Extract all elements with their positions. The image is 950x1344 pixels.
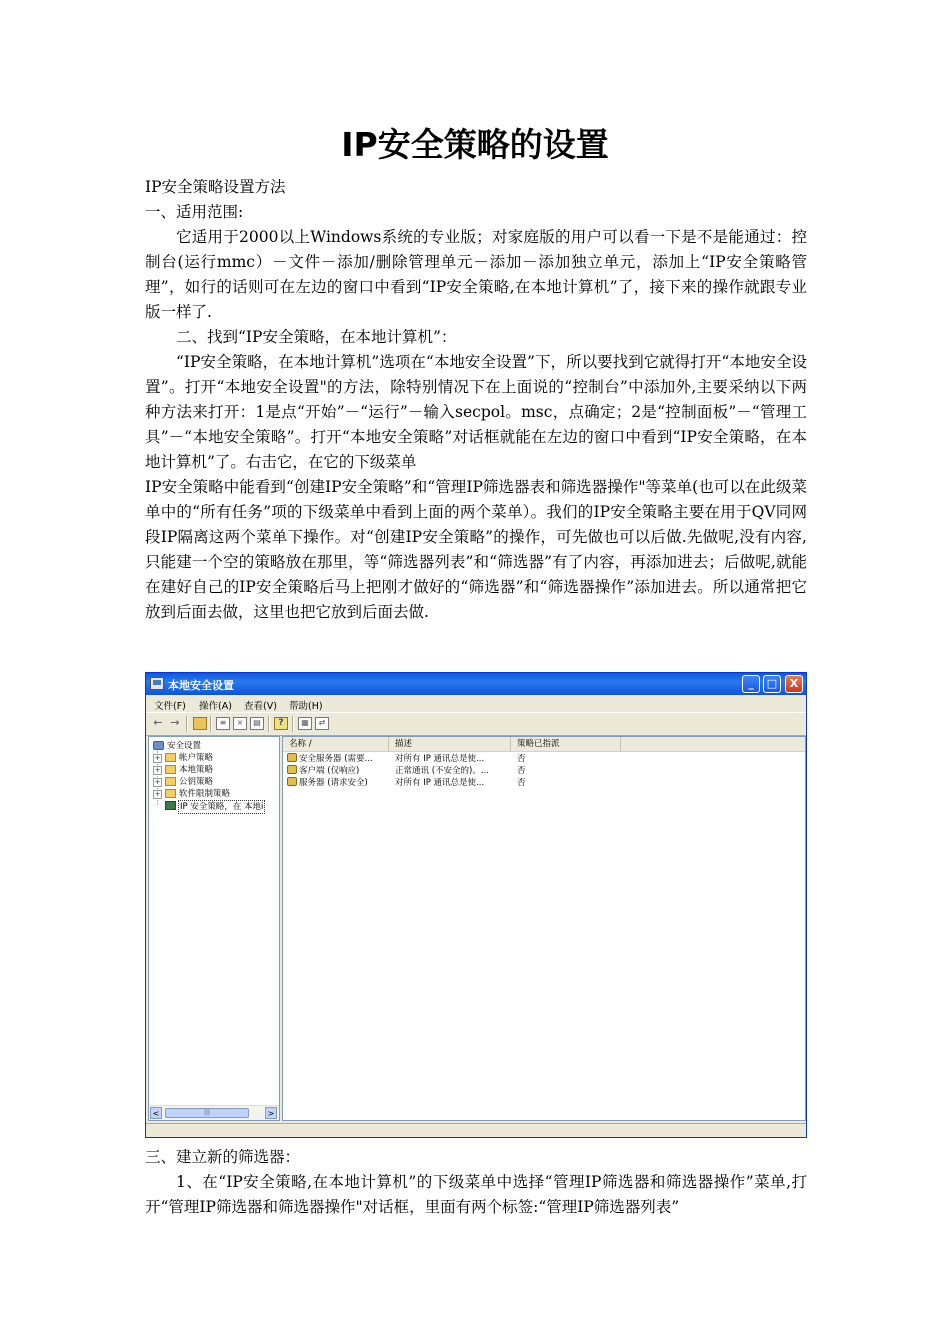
column-header-description[interactable]: 描述 (389, 737, 511, 751)
expand-plus-icon[interactable]: + (154, 766, 161, 774)
title-bar[interactable] (146, 673, 806, 695)
back-arrow-icon[interactable]: ← (153, 716, 163, 729)
forward-arrow-icon[interactable]: → (170, 716, 180, 729)
tree-item-label: 公钥策略 (179, 777, 214, 787)
policy-icon (287, 765, 297, 774)
tree-item-label: 帐户策略 (179, 753, 214, 763)
policy-icon (287, 777, 297, 786)
manage-filters-icon[interactable]: ⇄ (315, 717, 329, 730)
network-policy-icon (165, 801, 176, 810)
policy-assigned: 否 (517, 754, 526, 764)
menu-bar (146, 695, 806, 712)
horizontal-scrollbar[interactable] (149, 1105, 279, 1120)
paragraph: 三、建立新的筛选器： (145, 1148, 301, 1166)
tree-pane (148, 736, 280, 1121)
toolbar-separator (292, 716, 294, 732)
menu-help[interactable]: 帮助(H) (289, 701, 323, 712)
expand-plus-icon[interactable]: + (154, 790, 161, 798)
toolbar-separator (268, 716, 270, 732)
menu-view[interactable]: 查看(V) (244, 701, 277, 712)
policy-icon (287, 753, 297, 762)
intro-text (145, 175, 807, 625)
policy-description: 对所有 IP 通讯总是使... (395, 754, 485, 764)
list-item[interactable] (283, 765, 805, 777)
menu-file[interactable]: 文件(F) (154, 701, 186, 712)
paragraph: 1、在“IP安全策略,在本地计算机”的下级菜单中选择“管理IP筛选器和筛选器操作”菜单,打开“管理IP筛选器和筛选器操作"对话框，里面有两个标签:“管理IP筛选器列表” (145, 1173, 807, 1216)
column-header-name[interactable]: 名称 / (283, 737, 389, 751)
folder-icon (165, 789, 176, 798)
tree-item-label: IP 安全策略，在 本地i (180, 802, 264, 812)
folder-icon (165, 777, 176, 786)
list-header (283, 737, 805, 752)
scroll-left-icon[interactable]: < (150, 1107, 162, 1119)
page-title: IP安全策略的设置 (341, 125, 609, 164)
policy-list-pane (282, 736, 806, 1121)
policy-name: 客户端 (仅响应) (299, 766, 360, 776)
scroll-right-icon[interactable]: > (265, 1107, 277, 1119)
scroll-thumb[interactable]: ||| (165, 1108, 249, 1118)
policy-description: 正常通讯 (不安全的)。... (395, 766, 489, 776)
export-list-icon[interactable]: ▤ (250, 717, 264, 730)
mmc-app-icon (150, 677, 164, 690)
list-item[interactable] (283, 777, 805, 789)
paragraph: “IP安全策略，在本地计算机”选项在“本地安全设置”下，所以要找到它就得打开“本地安全设置”。打开“本地安全设置"的方法，除特别情况下在上面说的“控制台”中添加外,主要采纳以下两种方法来打开：1是点“开始”－“运行”－输入secpol。msc，点确定；2是“控制面板”－“管理工具”－“本地安全策略”。打开“本地安全策略”对话框就能在左边的窗口中看到“IP安全策略，在本地计算机”了。右击它，在它的下级菜单 (145, 353, 807, 471)
folder-icon (165, 765, 176, 774)
paragraph: 一、适用范围: (145, 203, 244, 221)
status-bar (146, 1123, 806, 1138)
paragraph: IP安全策略中能看到“创建IP安全策略”和“管理IP筛选器表和筛选器操作"等菜单(也可以在此级菜单中的“所有任务”项的下级菜单中看到上面的两个菜单）。我们的IP安全策略主要在用于QV同网段IP隔离这两个菜单下操作。对“创建IP安全策略”的操作，可先做也可以后做.先做呢,没有内容,只能建一个空的策略放在那里，等“筛选器列表”和“筛选器”有了内容，再添加进去；后做呢,就能在建好自己的IP安全策略后马上把刚才做好的“筛选器”和“筛选器操作”添加进去。所以通常把它放到后面去做，这里也把它放到后面去做. (145, 478, 807, 621)
policy-name: 服务器 (请求安全) (299, 778, 368, 788)
window-title: 本地安全设置 (168, 679, 234, 692)
help-icon[interactable]: ? (274, 717, 288, 730)
security-settings-icon (153, 741, 164, 750)
properties-icon[interactable]: ≡ (216, 717, 230, 730)
list-item[interactable] (283, 753, 805, 765)
policy-description: 对所有 IP 通讯总是使... (395, 778, 485, 788)
paragraph: 它适用于2000以上Windows系统的专业版；对家庭版的用户可以看一下是不是能通过：控制台(运行mmc）－文件－添加/删除管理单元－添加－添加独立单元，添加上“IP安全策略管理”，如行的话则可在左边的窗口中看到“IP安全策略,在本地计算机”了，接下来的操作就跟专业版一样了. (145, 228, 807, 321)
column-header-assigned[interactable]: 策略已指派 (511, 737, 621, 751)
policy-assigned: 否 (517, 778, 526, 788)
maximize-button[interactable]: □ (763, 675, 781, 693)
toolbar-separator (210, 716, 212, 732)
menu-action[interactable]: 操作(A) (199, 701, 232, 712)
folder-icon (165, 753, 176, 762)
paragraph: 二、找到“IP安全策略，在本地计算机”： (176, 328, 457, 346)
paragraph: IP安全策略设置方法 (145, 178, 286, 196)
delete-icon[interactable]: × (233, 717, 247, 730)
policy-assigned: 否 (517, 766, 526, 776)
up-folder-icon[interactable] (193, 717, 207, 730)
policy-name: 安全服务器 (需要... (299, 754, 373, 764)
expand-plus-icon[interactable]: + (154, 778, 161, 786)
tree-item-label: 软件限制策略 (179, 789, 231, 799)
toolbar-separator (186, 716, 188, 732)
tree-item-label: 安全设置 (167, 741, 202, 751)
expand-plus-icon[interactable]: + (154, 754, 161, 762)
new-policy-icon[interactable]: ▦ (298, 717, 312, 730)
minimize-button[interactable]: _ (742, 675, 760, 693)
tree-item-label: 本地策略 (179, 765, 214, 775)
local-security-settings-window (145, 672, 807, 1138)
close-button[interactable]: X (785, 675, 803, 693)
toolbar (146, 712, 806, 736)
after-text (145, 1145, 807, 1220)
